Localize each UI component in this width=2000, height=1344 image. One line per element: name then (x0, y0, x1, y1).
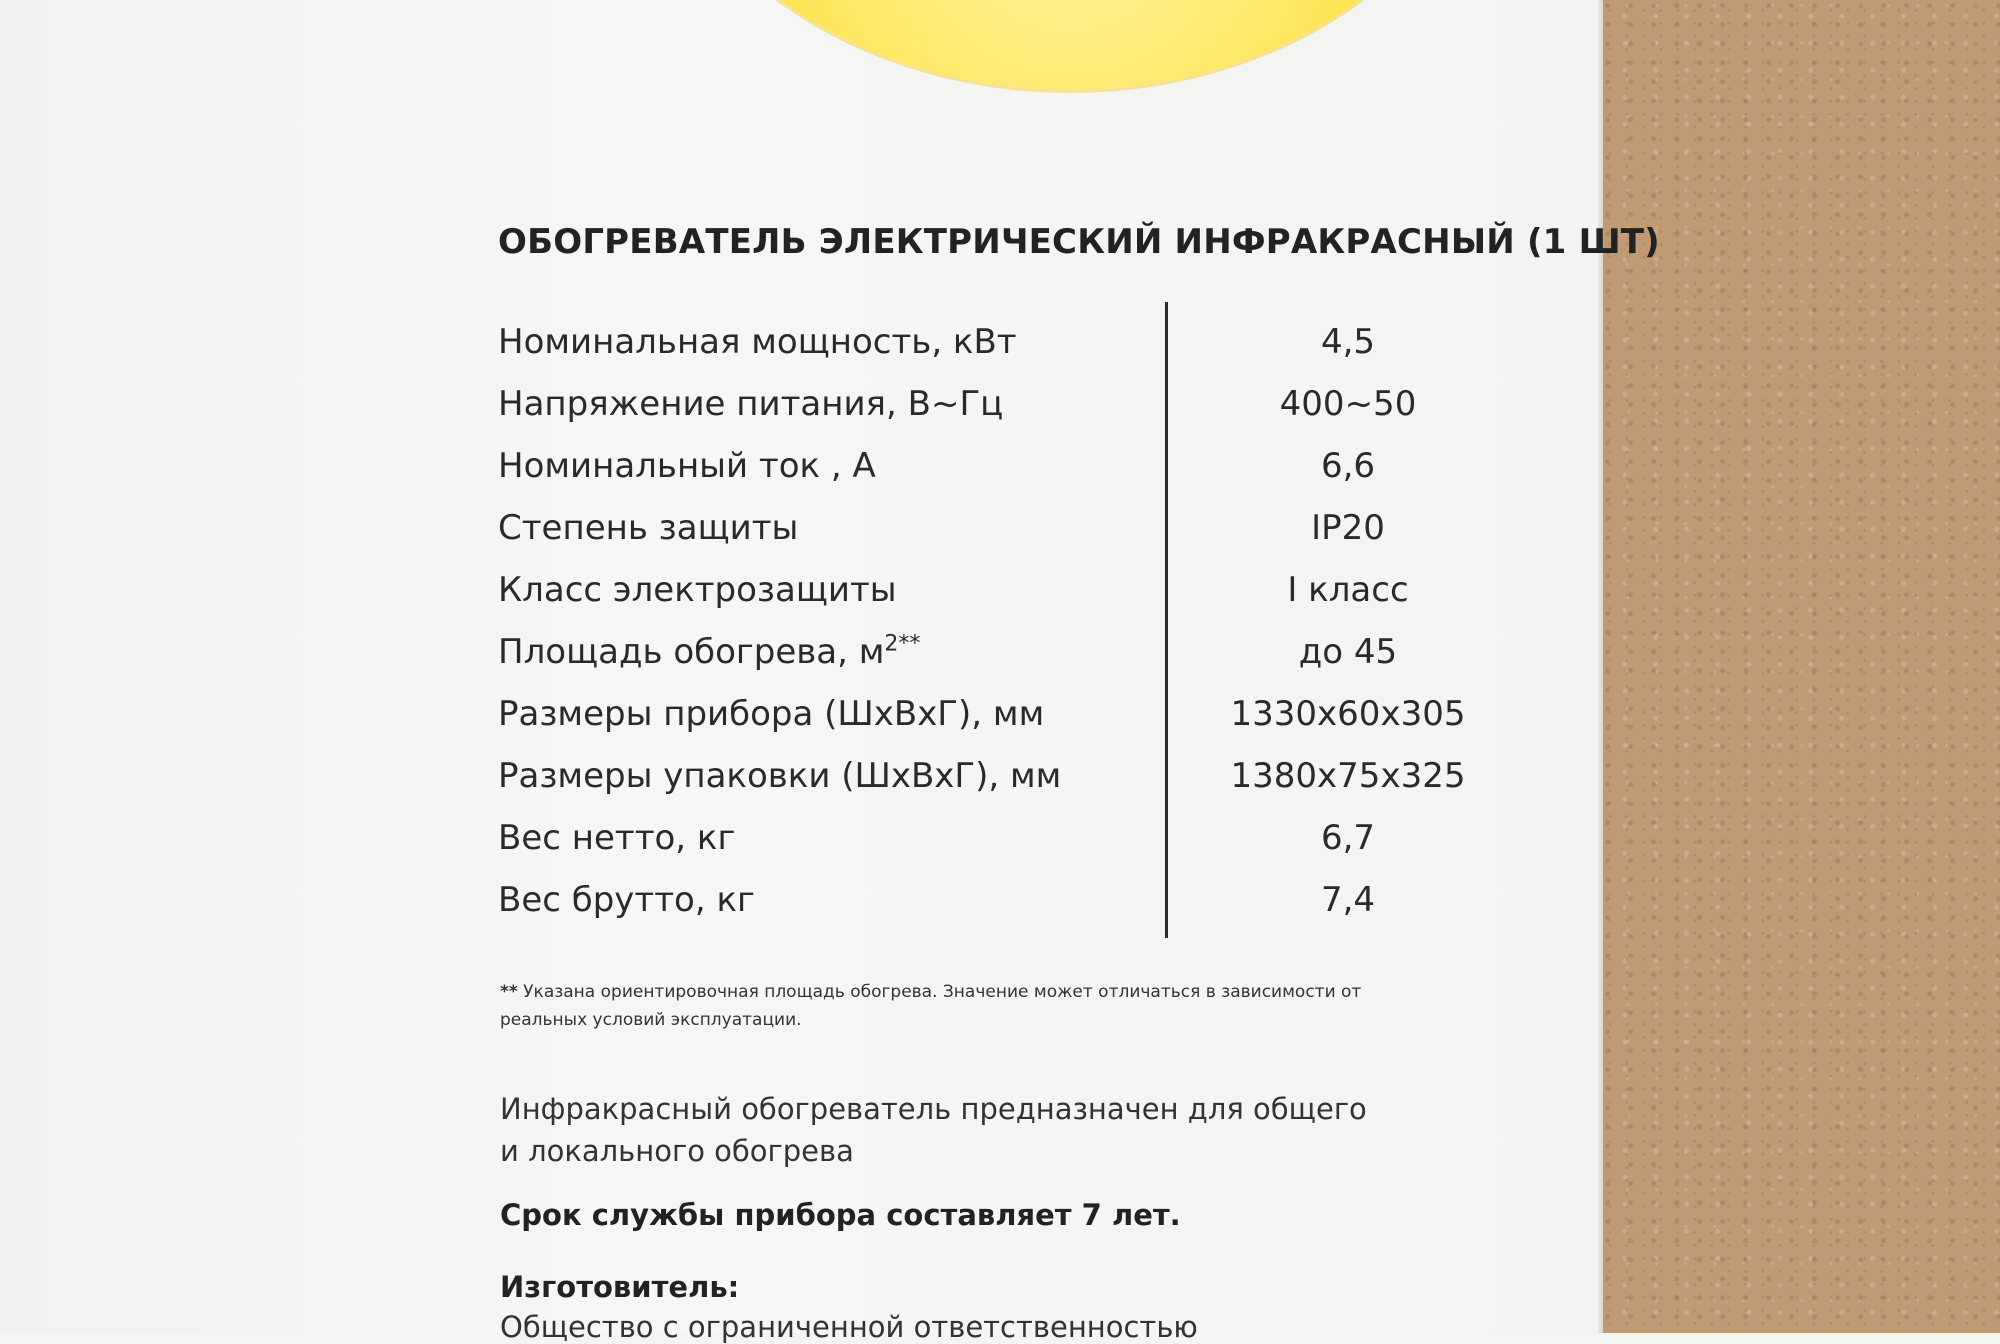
spec-row-package-size (0, 756, 1466, 818)
spec-value: 4,5 (1320, 322, 1376, 362)
spec-row-heating-area (0, 632, 1460, 694)
spec-label-superscript: 2** (884, 631, 921, 657)
footnote-text: Указана ориентировочная площадь обогрева. Значение может отличаться в зависимости от реальных условий эксплуатации. (500, 982, 1362, 1030)
spec-label-text: Площадь обогрева, м (498, 632, 885, 672)
spec-value: I класс (1287, 570, 1409, 610)
spec-label: Размеры прибора (ШхВхГ), мм (498, 694, 1045, 734)
manufacturer-name: Общество с ограниченной ответственностью (500, 1310, 1198, 1344)
footnote-mark: ** (500, 982, 518, 1002)
spec-label: Класс электрозащиты (498, 570, 897, 610)
spec-row-electric-class (0, 570, 1460, 632)
spec-value: 1330x60x305 (1230, 694, 1466, 734)
spec-value: 7,4 (1320, 880, 1376, 920)
spec-value: до 45 (1298, 632, 1398, 672)
description-line-2: и локального обогрева (500, 1134, 854, 1168)
spec-label-area (498, 632, 920, 672)
spec-value: 6,7 (1320, 818, 1376, 858)
spec-label: Номинальная мощность, кВт (498, 322, 1017, 362)
spec-row-net-weight (0, 818, 1460, 880)
spec-label: Вес брутто, кг (498, 880, 755, 920)
spec-row-voltage (0, 384, 1460, 446)
spec-label: Номинальный ток , А (498, 446, 876, 486)
spec-row-current (0, 446, 1460, 508)
spec-label: Размеры упаковки (ШхВхГ), мм (498, 756, 1062, 796)
spec-row-power (0, 322, 1460, 384)
spec-value: 400~50 (1279, 384, 1417, 424)
product-title: ОБОГРЕВАТЕЛЬ ЭЛЕКТРИЧЕСКИЙ ИНФРАКРАСНЫЙ (1 ШТ) (498, 222, 1660, 262)
cardboard-background (1603, 0, 2000, 1333)
spec-value: 6,6 (1320, 446, 1376, 486)
manufacturer-heading: Изготовитель: (500, 1270, 740, 1304)
spec-value: 1380x75x325 (1230, 756, 1466, 796)
spec-label: Степень защиты (498, 508, 799, 548)
footnote (500, 978, 1440, 1034)
spec-label: Вес нетто, кг (498, 818, 736, 858)
description-line-1: Инфракрасный обогреватель предназначен для общего (500, 1092, 1367, 1126)
spec-row-gross-weight (0, 880, 1460, 942)
spec-label: Напряжение питания, В~Гц (498, 384, 1004, 424)
description (500, 1088, 1400, 1172)
spec-value: IP20 (1311, 508, 1385, 548)
service-life: Срок службы прибора составляет 7 лет. (500, 1198, 1181, 1232)
spec-row-protection (0, 508, 1460, 570)
spec-row-device-size (0, 694, 1466, 756)
